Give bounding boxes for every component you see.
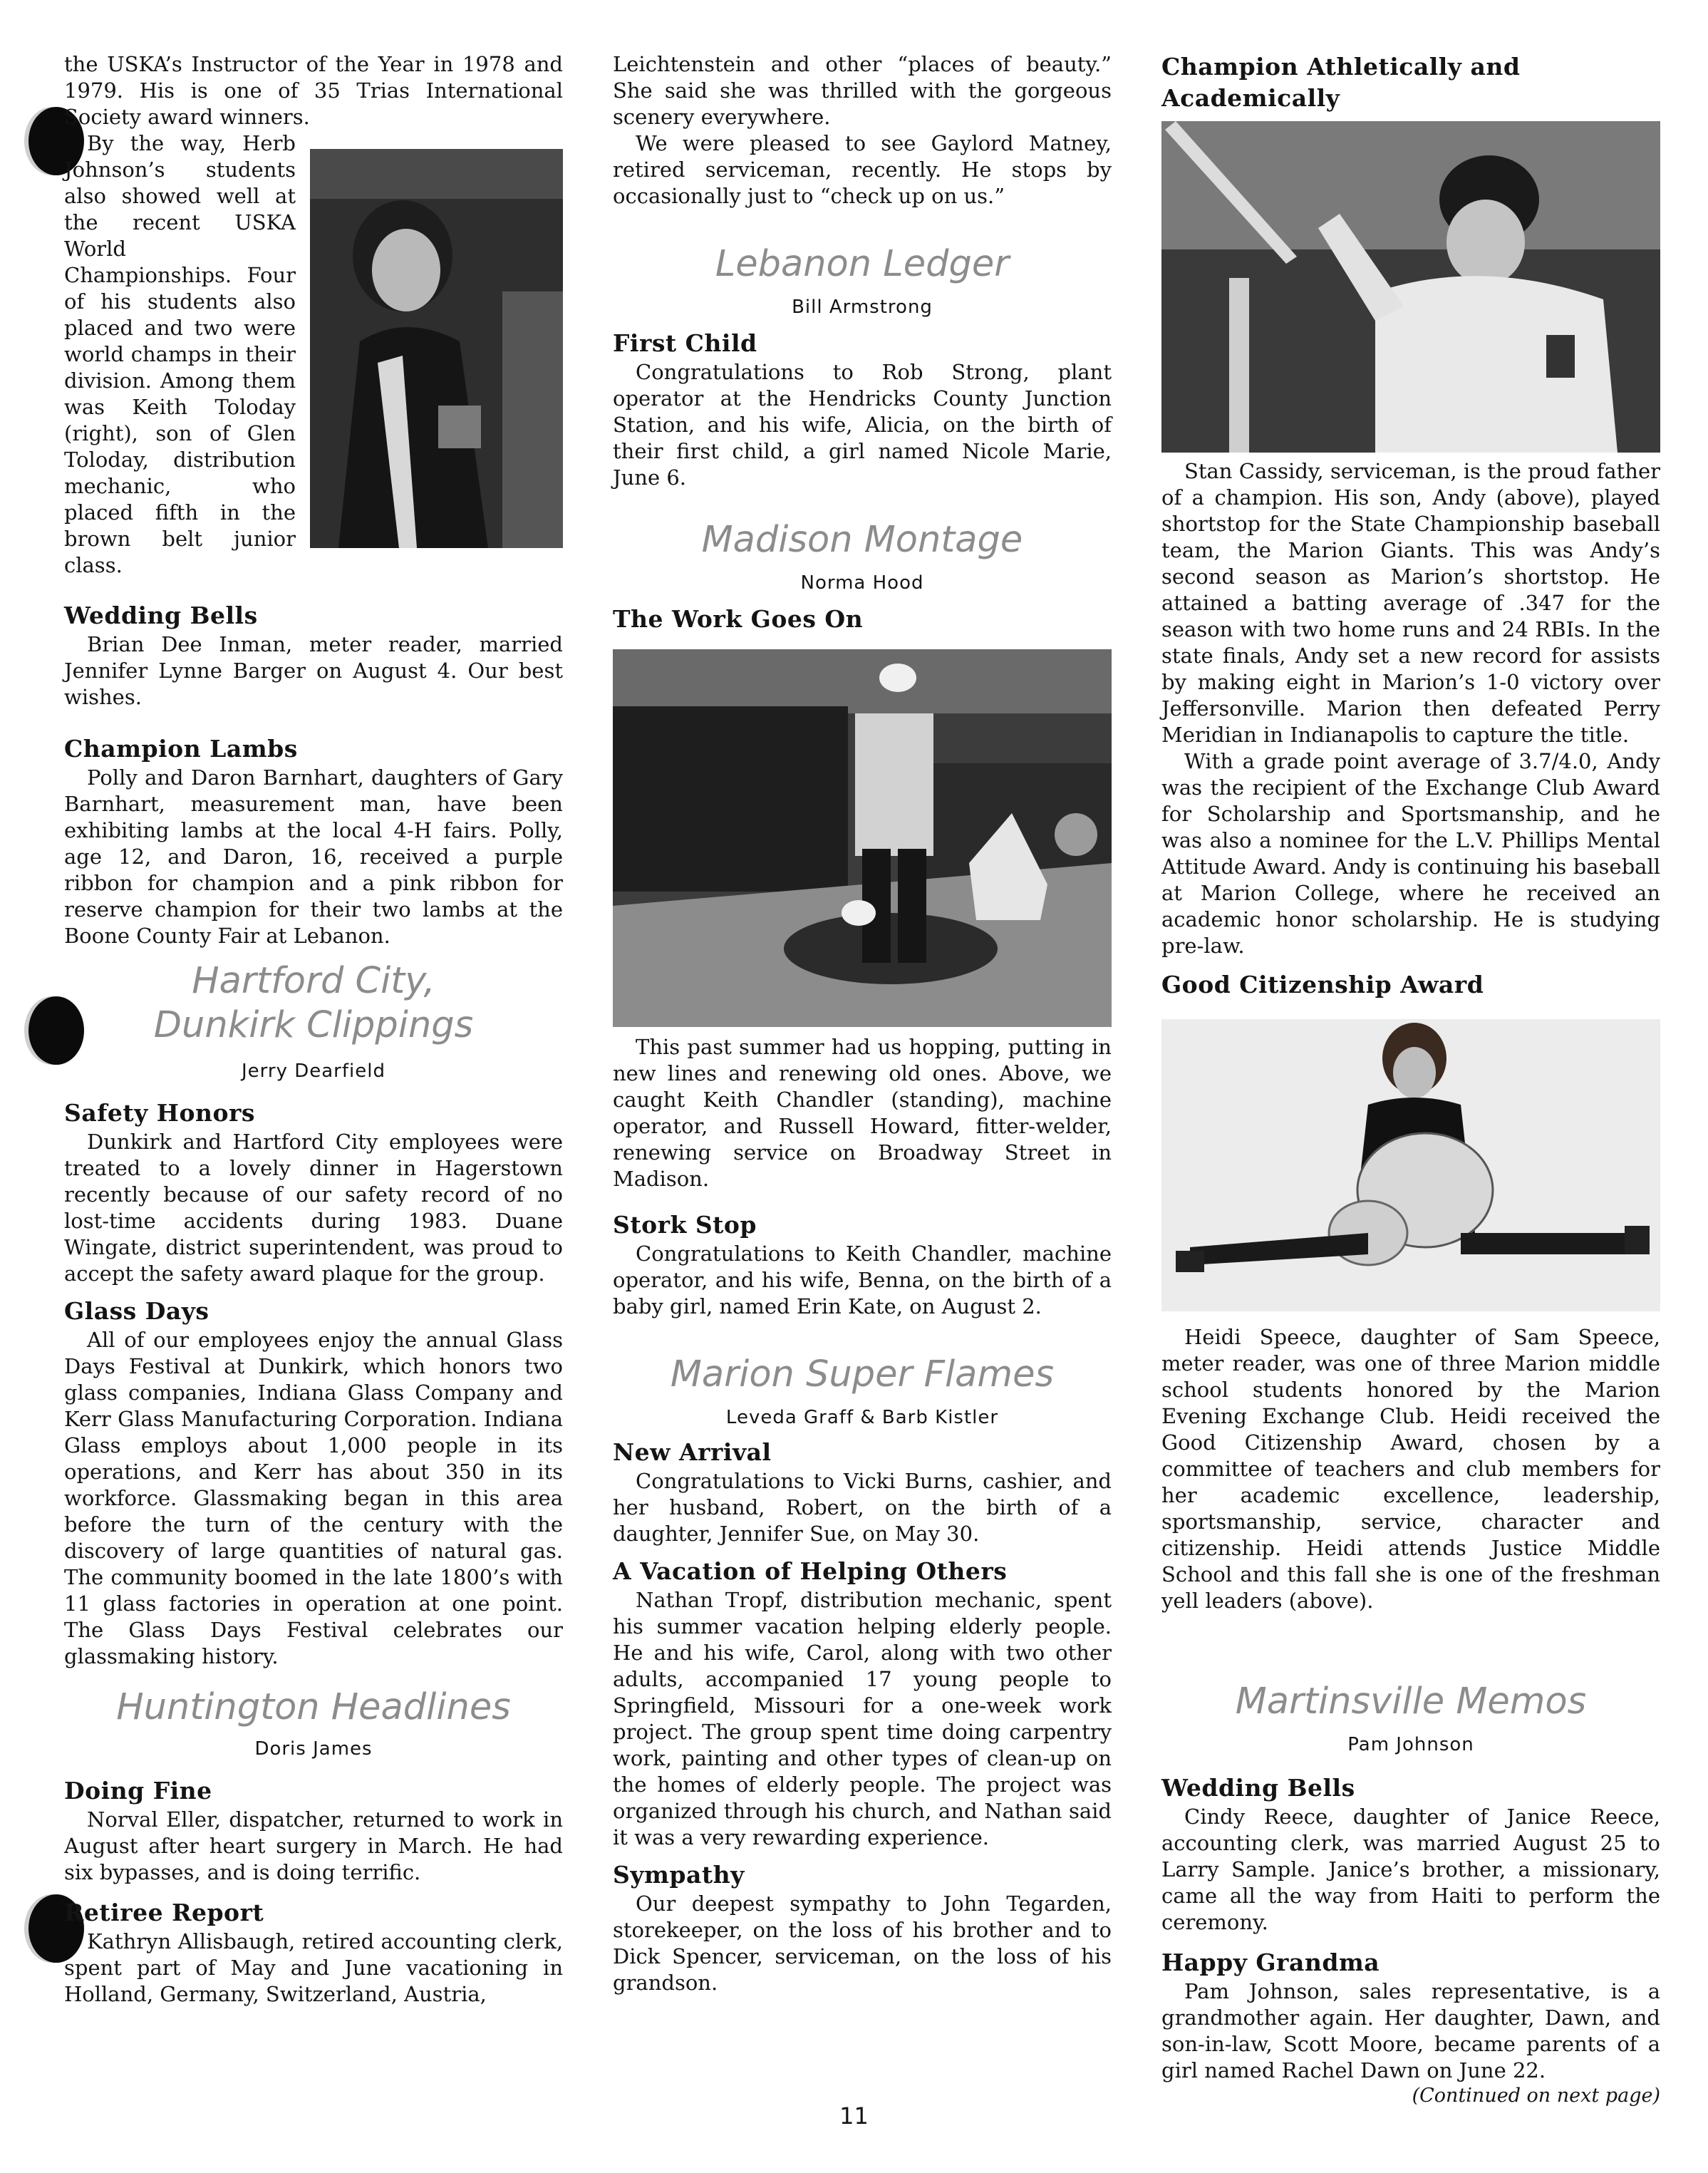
section-title-hartford-line2: Dunkirk Clippings [153,1004,474,1046]
champion-lambs-heading: Champion Lambs [64,735,298,763]
section-title-marion: Marion Super Flames [670,1353,1055,1395]
page-number: 11 [839,2102,869,2130]
baseball-player-photo [1161,121,1660,453]
citizenship-heading: Good Citizenship Award [1161,971,1484,998]
section-title-huntington: Huntington Headlines [116,1686,511,1728]
sympathy-heading: Sympathy [613,1861,745,1889]
wedding-bells-body: Brian Dee Inman, meter reader, married Jennifer Lynne Barger on August 4. Our best wishes. [64,632,563,709]
byline-martinsville: Pam Johnson [1347,1734,1474,1755]
new-arrival-body: Congratulations to Vicki Burns, cashier, and her husband, Robert, on the birth of a daughter, Jennifer Sue, on May 30. [613,1469,1112,1546]
first-child-heading: First Child [613,329,757,357]
happy-grandma-heading: Happy Grandma [1161,1949,1380,1976]
citizenship-body: Heidi Speece, daughter of Sam Speece, meter reader, was one of three Marion middle school students honored by the Marion Evening Exchange Club. Heidi received the Good Citizenship Award, chosen by a committee of teachers and club members for her academic excellence, leadership, sportsmanship, service, character and citizenship. Heidi attends Justice Middle School and this fall she is one of the freshman yell leaders (above). [1161,1325,1660,1613]
champion-lambs-body: Polly and Daron Barnhart, daughters of Gary Barnhart, measurement man, have been exhibiting lambs at the local 4-H fairs. Polly, age 12, and Daron, 16, received a purple ribbon for champion and a pink ribbon for reserve champion for their two lambs at the Boone County Fair at Lebanon. [64,765,563,948]
retiree-report-continued: Leichtenstein and other “places of beauty.” She said she was thrilled with the gorgeous scenery everywhere. [613,52,1112,129]
column-right [1161,51,1660,2108]
new-arrival-heading: New Arrival [613,1438,772,1466]
safety-honors-body: Dunkirk and Hartford City employees were treated to a lovely dinner in Hagerstown recently because of our safety record of no lost-time accidents during 1983. Duane Wingate, district superintendent, was proud to accept the safety award plaque for the group. [64,1130,563,1286]
wedding-bells-heading: Wedding Bells [64,602,258,629]
champion-body-2: With a grade point average of 3.7/4.0, Andy was the recipient of the Exchange Club Award for Scholarship and Sportsmanship, and he was also a nominee for the L.V. Phillips Mental Attitude Award. Andy is continuing his baseball at Marion College, where he received an academic honor scholarship. He is studying pre-law. [1161,749,1660,958]
section-title-hartford-line1: Hartford City, [192,960,435,1002]
byline-hartford: Jerry Dearfield [242,1060,385,1082]
hartford-section-header [64,959,563,1085]
champion-body-1: Stan Cassidy, serviceman, is the proud father of a champion. His son, Andy (above), played shortstop for the State Championship baseball team, the Marion Giants. This was Andy’s second season as Marion’s shortstop. He attained a batting average of .347 for the season with two home runs and 24 RBIs. In the state finals, Andy set a new record for assists by making eight in Marion’s 1-0 victory over Jeffersonville. Marion then defeated Perry Meridian in Indianapolis to capture the title. [1161,459,1660,747]
intro-text: the USKA’s Instructor of the Year in 1978 and 1979. His is one of 35 Trias International Society award winners. [64,52,563,129]
continued-next-page: (Continued on next page) [1412,2085,1660,2107]
work-crew-photo [613,649,1112,1027]
sympathy-body: Our deepest sympathy to John Tegarden, storekeeper, on the loss of his brother and to Dick Spencer, serviceman, on the loss of his grandson. [613,1891,1112,1995]
doing-fine-body: Norval Eller, dispatcher, returned to work in August after heart surgery in March. He had six bypasses, and is doing terrific. [64,1807,563,1884]
work-goes-on-caption: This past summer had us hopping, putting in new lines and renewing old ones. Above, we caught Keith Chandler (standing), machine operator, and Russell Howard, fitter-welder, renewing service on Broadway Street in Madison. [613,1035,1112,1191]
section-title-madison: Madison Montage [701,519,1023,561]
byline-huntington: Doris James [254,1738,373,1760]
byline-lebanon: Bill Armstrong [792,296,933,318]
section-title-martinsville: Martinsville Memos [1235,1681,1587,1723]
champion-heading: Champion Athletically and Academically [1161,53,1521,112]
byline-marion: Leveda Graff & Barb Kistler [725,1407,999,1428]
cheerleader-photo [1161,1019,1660,1311]
martinsville-wedding-heading: Wedding Bells [1161,1774,1355,1802]
column-left [64,51,563,2008]
glass-days-heading: Glass Days [64,1297,209,1325]
glass-days-body: All of our employees enjoy the annual Glass Days Festival at Dunkirk, which honors two glass companies, Indiana Glass Company and Kerr Glass Manufacturing Corporation. Indiana Glass employs about 1,000 people in its operations, and Kerr has about 350 in its workforce. Glassmaking began in this area before the turn of the century with the discovery of large quantities of natural gas. The community boomed in the late 1800’s with 11 glass factories in operation at one point. The Glass Days Festival celebrates our glassmaking history. [64,1328,563,1668]
doing-fine-heading: Doing Fine [64,1777,212,1805]
vacation-heading: A Vacation of Helping Others [613,1557,1008,1585]
stork-stop-heading: Stork Stop [613,1211,757,1239]
section-title-lebanon: Lebanon Ledger [715,243,1010,285]
byline-madison: Norma Hood [800,572,924,594]
retiree-report-body: Kathryn Allisbaugh, retired accounting clerk, spent part of May and June vacationing in Holland, Germany, Switzerland, Austria, [64,1929,563,2006]
safety-honors-heading: Safety Honors [64,1099,255,1127]
karate-student-photo [310,149,563,548]
retiree-report-heading: Retiree Report [64,1899,264,1926]
matney-text: We were pleased to see Gaylord Matney, retired serviceman, recently. He stops by occasionally just to “check up on us.” [613,131,1112,208]
first-child-body: Congratulations to Rob Strong, plant operator at the Hendricks County Junction Station, and his wife, Alicia, on the birth of their first child, a girl named Nicole Marie, June 6. [613,360,1112,490]
happy-grandma-body: Pam Johnson, sales representative, is a grandmother again. Her daughter, Dawn, and son-in-law, Scott Moore, became parents of a girl named Rachel Dawn on June 22. [1161,1979,1660,2082]
herb-johnson-text: By the way, Herb Johnson’s students also showed well at the recent USKA World Championships. Four of his students also placed and two were world champs in their division. Among them was Keith Toloday (right), son of Glen Toloday, distribution mechanic, who placed fifth in the brown belt junior class. [64,131,296,577]
column-middle [613,51,1112,1996]
vacation-body: Nathan Tropf, distribution mechanic, spent his summer vacation helping elderly people. He and his wife, Carol, along with two other adults, accompanied 17 young people to Springfield, Missouri for a one-week work project. The group spent time doing carpentry work, painting and other types of clean-up on the homes of elderly people. The project was organized through his church, and Nathan said it was a very rewarding experience. [613,1588,1112,1849]
martinsville-wedding-body: Cindy Reece, daughter of Janice Reece, accounting clerk, was married August 25 to Larry Sample. Janice’s brother, a missionary, came all the way from Haiti to perform the ceremony. [1161,1805,1660,1934]
stork-stop-body: Congratulations to Keith Chandler, machine operator, and his wife, Benna, on the birth of a baby girl, named Erin Kate, on August 2. [613,1242,1112,1318]
work-goes-on-heading: The Work Goes On [613,605,864,633]
